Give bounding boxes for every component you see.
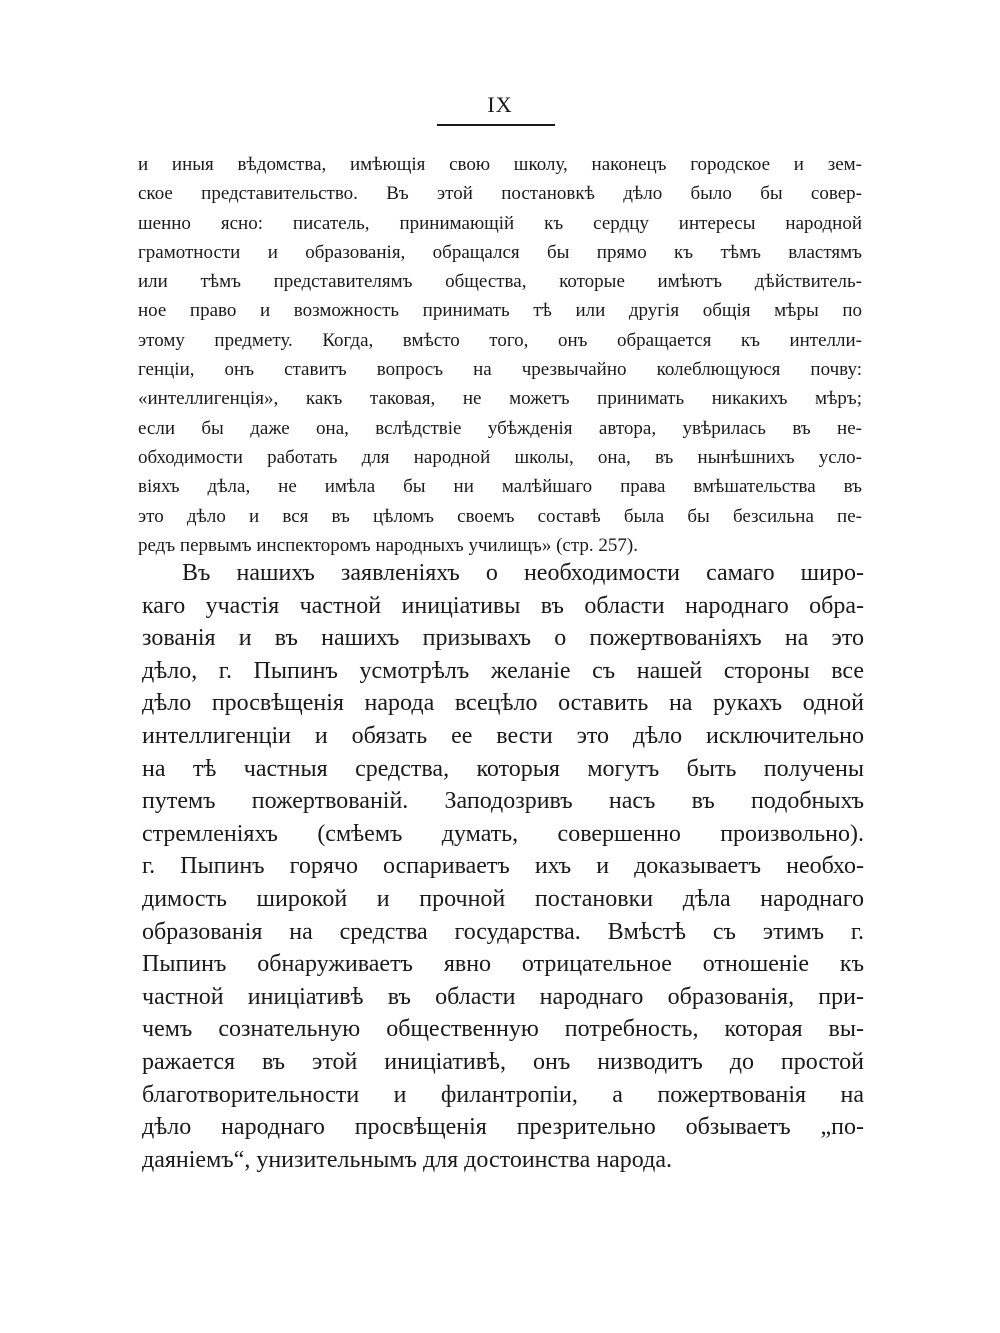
paragraph-line: г. Пыпинъ горячо оспариваетъ ихъ и доказываетъ необхо- — [142, 853, 864, 880]
quote-line: и иныя вѣдомства, имѣющія свою школу, наконецъ городское и зем- — [138, 154, 862, 175]
paragraph-line: на тѣ частныя средства, которыя могутъ быть получены — [142, 755, 864, 782]
paragraph-line: Въ нашихъ заявленіяхъ о необходимости самаго широ- — [182, 560, 864, 586]
quote-line: этому предмету. Когда, вмѣсто того, онъ обращается къ интелли- — [138, 329, 862, 351]
paragraph-line: зованія и въ нашихъ призывахъ о пожертвованіяхъ на это — [142, 625, 864, 652]
paragraph-line: благотворительности и филантропіи, а пожертвованія на — [142, 1081, 864, 1108]
paragraph-line: образованія на средства государства. Вмѣстѣ съ этимъ г. — [142, 918, 864, 945]
header-rule — [437, 124, 555, 126]
quote-line: шенно ясно: писатель, принимающій къ сердцу интересы народной — [138, 212, 862, 234]
page-number: IX — [487, 92, 513, 117]
paragraph-line: дѣло, г. Пыпинъ усмотрѣлъ желаніе съ нашей стороны все — [142, 657, 864, 684]
quote-line: или тѣмъ представителямъ общества, которые имѣютъ дѣйствитель- — [138, 271, 862, 293]
main-paragraph — [142, 557, 864, 1176]
quote-line: обходимости работать для народной школы, она, въ нынѣшнихъ усло- — [138, 446, 862, 468]
quote-line: генціи, онъ ставитъ вопросъ на чрезвычайно колеблющуюся почву: — [138, 359, 862, 381]
paragraph-line: интеллигенціи и обязать ее вести это дѣло исключительно — [142, 722, 864, 749]
quote-line: ское представительство. Въ этой постановкѣ дѣло было бы совер- — [138, 183, 862, 205]
quoted-passage — [138, 150, 862, 560]
quote-line: «интеллигенція», какъ таковая, не можетъ принимать никакихъ мѣръ; — [138, 388, 862, 410]
paragraph-line: димость широкой и прочной постановки дѣла народнаго — [142, 885, 864, 912]
quote-line: ное право и возможность принимать тѣ или другія общія мѣры по — [138, 300, 862, 322]
paragraph-line: даяніемъ“, унизительнымъ для достоинства народа. — [142, 1146, 672, 1173]
paragraph-line: чемъ сознательную общественную потребность, которая вы- — [142, 1016, 864, 1043]
paragraph-line: частной иниціативѣ въ области народнаго образованія, при- — [142, 983, 864, 1010]
quote-line: это дѣло и вся въ цѣломъ своемъ составѣ была бы безсильна пе- — [138, 505, 862, 527]
paragraph-line: путемъ пожертвованій. Заподозривъ насъ въ подобныхъ — [142, 788, 864, 815]
quote-line: віяхъ дѣла, не имѣла бы ни малѣйшаго права вмѣшательства въ — [138, 476, 862, 498]
quote-line: если бы даже она, вслѣдствіе убѣжденія автора, увѣрилась въ не- — [138, 417, 862, 439]
quote-line: редъ первымъ инспекторомъ народныхъ училищъ» (стр. 257). — [138, 534, 638, 556]
paragraph-line: ражается въ этой иниціативѣ, онъ низводитъ до простой — [142, 1048, 864, 1075]
paragraph-line: дѣло народнаго просвѣщенія презрительно обзываетъ „по- — [142, 1114, 864, 1141]
quote-line: грамотности и образованія, обращался бы прямо къ тѣмъ властямъ — [138, 241, 862, 263]
paragraph-line: стремленіяхъ (смѣемъ думать, совершенно произвольно). — [142, 820, 864, 847]
paragraph-line: Пыпинъ обнаруживаетъ явно отрицательное отношеніе къ — [142, 951, 864, 978]
paragraph-line: дѣло просвѣщенія народа всецѣло оставить на рукахъ одной — [142, 690, 864, 717]
paragraph-line: каго участія частной иниціативы въ области народнаго обра- — [142, 592, 864, 619]
